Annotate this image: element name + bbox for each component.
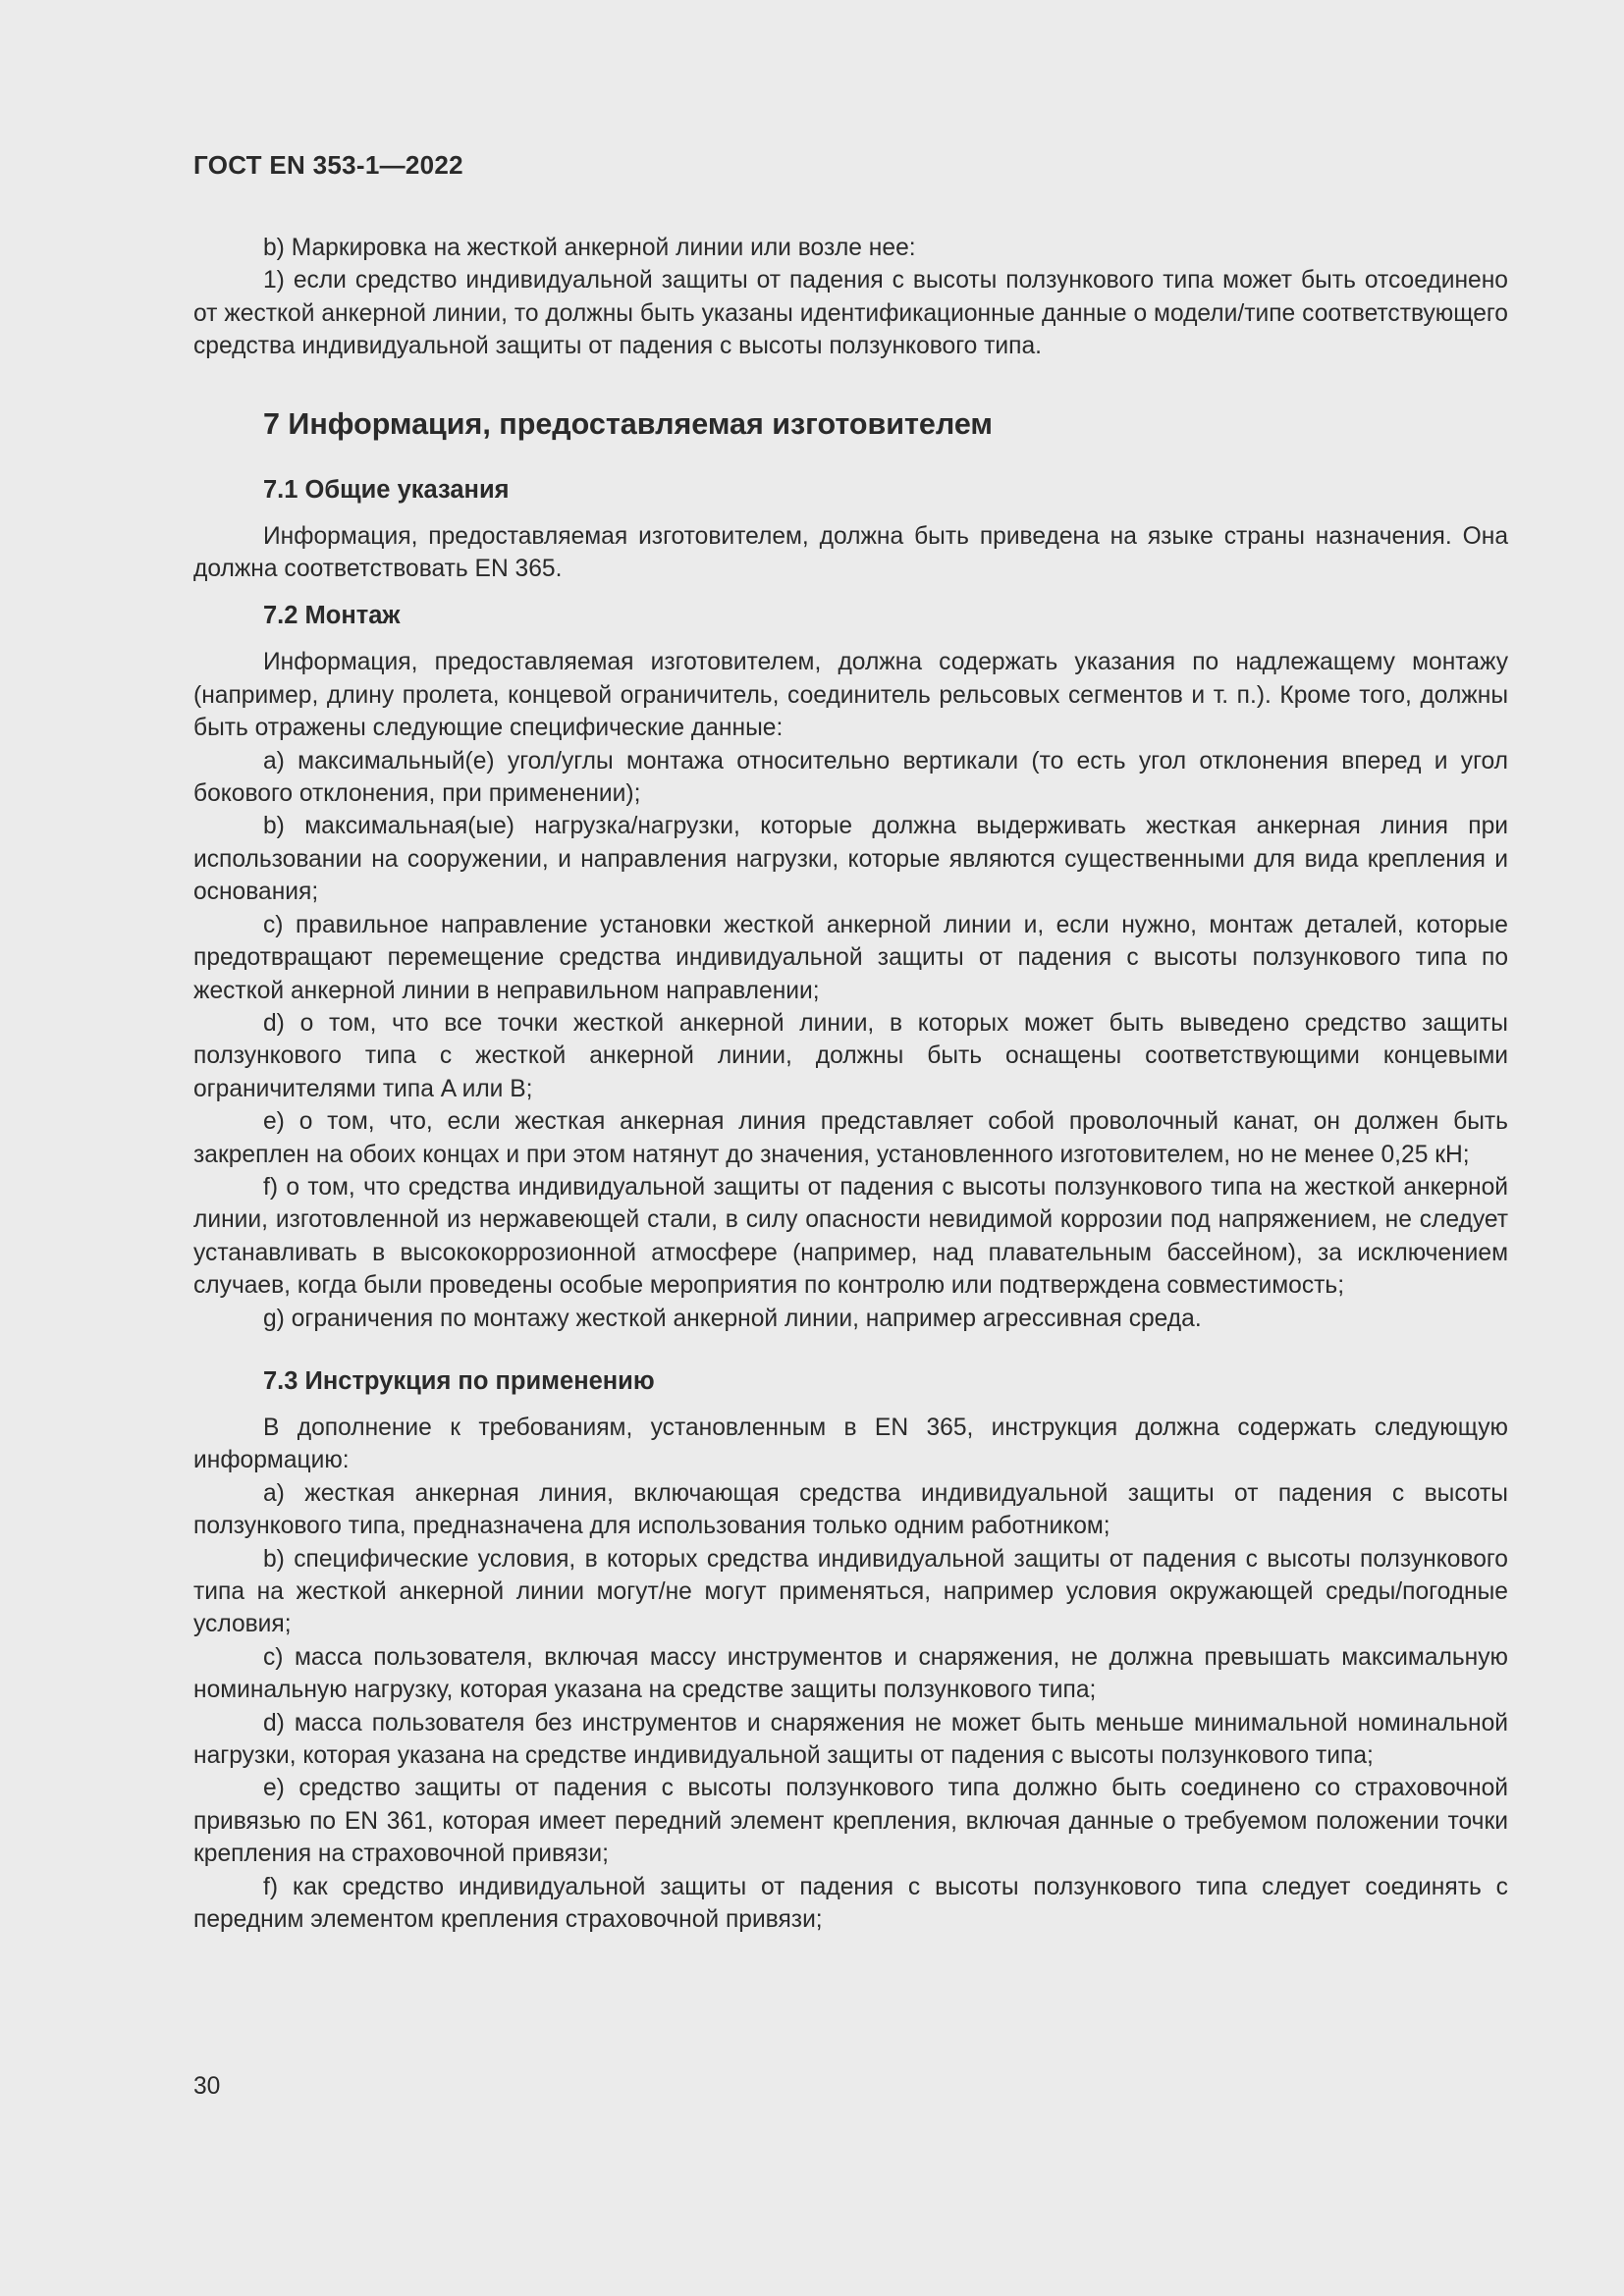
intro-item-b <box>193 232 1508 264</box>
item-label: f) <box>263 1173 279 1201</box>
list-item <box>193 1641 1508 1707</box>
list-item <box>193 1303 1508 1335</box>
section-7-1-title: 7.1 Общие указания <box>263 475 510 504</box>
item-text: средство защиты от падения с высоты ползункового типа должно быть соединено со страховочной привязью по EN 361, которая имеет передний элемент крепления, включая данные о требуемом положении точки крепления на страховочной привязи; <box>193 1775 1508 1868</box>
intro-item-1 <box>193 264 1508 362</box>
item-label: 1) <box>263 267 285 294</box>
list-item <box>193 810 1508 908</box>
item-text: правильное направление установки жесткой анкерной линии и, если нужно, монтаж деталей, которые предотвращают перемещение средства индивидуальной защиты от падения с высоты ползункового типа по жесткой анкерной линии в неправильном направлении; <box>193 911 1508 1004</box>
item-text: специфические условия, в которых средства индивидуальной защиты от падения с высоты ползункового типа на жесткой анкерной линии могут/не могут применяться, например условия окружающей среды/погодные условия; <box>193 1545 1508 1638</box>
item-label: a) <box>263 747 285 774</box>
list-item <box>193 1007 1508 1105</box>
item-text: Маркировка на жесткой анкерной линии или возле нее: <box>291 235 916 261</box>
item-text: масса пользователя без инструментов и снаряжения не может быть меньше минимальной номинальной нагрузки, которая указана на средстве индивидуальной защиты от падения с высоты ползункового типа; <box>193 1709 1508 1770</box>
list-item <box>193 1477 1508 1543</box>
item-label: b) <box>263 813 285 840</box>
item-label: c) <box>263 911 284 938</box>
item-text: о том, что средства индивидуальной защиты от падения с высоты ползункового типа на жесткой анкерной линии, изготовленной из нержавеющей стали, в силу опасности невидимой коррозии под напряжением, не следует устанавливать в высококоррозионной атмосфере (например, над плавательным бассейном), за исключением случаев, когда были проведены особые мероприятия по контролю или подтверждена совместимость; <box>193 1173 1508 1300</box>
item-text: ограничения по монтажу жесткой анкерной линии, например агрессивная среда. <box>291 1305 1202 1332</box>
list-item <box>193 1105 1508 1171</box>
item-text: о том, что все точки жесткой анкерной линии, в которых может быть выведено средство защиты ползункового типа с жесткой анкерной линии, должны быть оснащены соответствующими концевыми ограничителями типа A или B; <box>193 1009 1508 1102</box>
item-text: как средство индивидуальной защиты от падения с высоты ползункового типа следует соединять с передним элементом крепления страховочной привязи; <box>193 1873 1508 1934</box>
item-label: b) <box>263 235 285 261</box>
document-header: ГОСТ EN 353-1—2022 <box>193 150 463 180</box>
section-7-2-title: 7.2 Монтаж <box>263 602 401 630</box>
list-item <box>193 1871 1508 1937</box>
item-label: e) <box>263 1108 285 1136</box>
page-number: 30 <box>193 2073 221 2100</box>
list-item <box>193 745 1508 811</box>
item-label: g) <box>263 1305 285 1332</box>
item-label: a) <box>263 1479 285 1507</box>
item-label: b) <box>263 1545 285 1573</box>
list-item <box>193 1543 1508 1641</box>
item-text: о том, что, если жесткая анкерная линия представляет собой проволочный канат, он должен быть закреплен на обоих концах и при этом натянут до значения, установленного изготовителем, но не менее 0,25 кН; <box>193 1108 1508 1168</box>
section-7-3-title: 7.3 Инструкция по применению <box>263 1366 655 1395</box>
item-label: e) <box>263 1775 285 1802</box>
item-text: жесткая анкерная линия, включающая средства индивидуальной защиты от падения с высоты ползункового типа, предназначена для использования только одним работником; <box>193 1479 1508 1540</box>
section-7-3-intro: В дополнение к требованиям, установленным в EN 365, инструкция должна содержать следующую информацию: <box>193 1414 1508 1474</box>
section-7-title: 7 Информация, предоставляемая изготовителем <box>263 406 993 441</box>
section-7-2-intro: Информация, предоставляемая изготовителем, должна содержать указания по надлежащему монтажу (например, длину пролета, концевой ограничитель, соединитель рельсовых сегментов и т. п.). Кроме того, должны быть отражены следующие специфические данные: <box>193 649 1508 742</box>
item-text: если средство индивидуальной защиты от падения с высоты ползункового типа может быть отсоединено от жесткой анкерной линии, то должны быть указаны идентификационные данные о модели/типе соответствующего средства индивидуальной защиты от падения с высоты ползункового типа. <box>193 267 1508 360</box>
item-label: f) <box>263 1873 279 1900</box>
item-text: максимальный(е) угол/углы монтажа относительно вертикали (то есть угол отклонения вперед и угол бокового отклонения, при применении); <box>193 747 1508 808</box>
list-item <box>193 1707 1508 1773</box>
item-label: d) <box>263 1009 285 1037</box>
item-label: d) <box>263 1709 285 1736</box>
list-item <box>193 1772 1508 1870</box>
item-text: максимальная(ые) нагрузка/нагрузки, которые должна выдерживать жесткая анкерная линия при использовании на сооружении, и направления нагрузки, которые являются существенными для вида крепления и основания; <box>193 813 1509 906</box>
item-text: масса пользователя, включая массу инструментов и снаряжения, не должна превышать максимальную номинальную нагрузку, которая указана на средстве защиты ползункового типа; <box>193 1643 1508 1704</box>
list-item <box>193 1171 1508 1303</box>
list-item <box>193 909 1508 1007</box>
document-body <box>193 232 1508 1936</box>
section-7-1-text: Информация, предоставляемая изготовителем, должна быть приведена на языке страны назначения. Она должна соответствовать EN 365. <box>193 522 1508 583</box>
item-label: c) <box>263 1643 284 1671</box>
